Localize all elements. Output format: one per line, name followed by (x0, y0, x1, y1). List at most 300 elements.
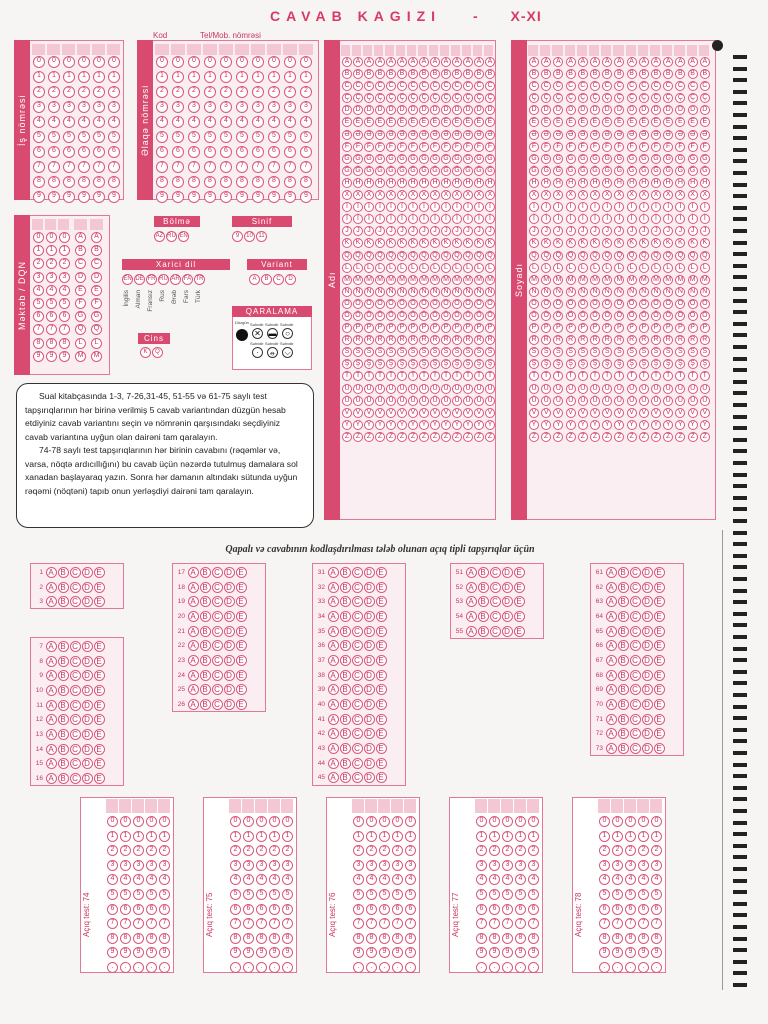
letter-bubble[interactable]: İ (463, 214, 473, 224)
digit-bubble[interactable]: 5 (284, 131, 296, 143)
letter-bubble[interactable]: Y (651, 420, 661, 430)
letter-bubble[interactable]: U (639, 384, 649, 394)
letter-bubble[interactable]: H (463, 178, 473, 188)
letter-bubble[interactable]: F (663, 142, 673, 152)
letter-bubble[interactable]: X (408, 190, 418, 200)
letter-bubble[interactable]: P (485, 323, 495, 333)
letter-bubble[interactable]: Q (590, 251, 600, 261)
letter-bubble[interactable]: K (541, 238, 551, 248)
letter-bubble[interactable]: A (353, 57, 363, 67)
digit-bubble[interactable]: 8 (366, 933, 377, 944)
digit-bubble[interactable]: 6 (612, 904, 623, 915)
answer-bubble[interactable]: A (188, 582, 199, 593)
letter-bubble[interactable]: H (578, 178, 588, 188)
entry-cell[interactable] (650, 45, 660, 56)
letter-bubble[interactable]: Ü (614, 396, 624, 406)
digit-bubble[interactable]: 9 (282, 947, 293, 958)
digit-bubble[interactable]: 8 (599, 933, 610, 944)
letter-bubble[interactable]: P (441, 323, 451, 333)
dot-bubble[interactable]: . (612, 962, 623, 973)
digit-bubble[interactable]: 8 (46, 338, 57, 349)
dot-bubble[interactable]: . (282, 962, 293, 973)
letter-bubble[interactable]: İ (364, 214, 374, 224)
letter-bubble[interactable]: D (614, 105, 624, 115)
letter-bubble[interactable]: Ğ (408, 166, 418, 176)
digit-bubble[interactable]: 3 (63, 101, 75, 113)
letter-bubble[interactable]: A (474, 57, 484, 67)
letter-bubble[interactable]: E (342, 117, 352, 127)
letter-bubble[interactable]: Y (364, 420, 374, 430)
letter-bubble[interactable]: R (397, 335, 407, 345)
letter-bubble[interactable]: Y (375, 420, 385, 430)
answer-bubble[interactable]: C (70, 714, 81, 725)
letter-bubble[interactable]: K (375, 238, 385, 248)
entry-cell[interactable] (501, 799, 513, 813)
letter-bubble[interactable]: İ (529, 214, 539, 224)
answer-bubble[interactable]: E (654, 743, 665, 754)
letter-bubble[interactable]: D (566, 105, 576, 115)
answer-bubble[interactable]: C (630, 743, 641, 754)
digit-bubble[interactable]: 0 (651, 816, 662, 827)
letter-bubble[interactable]: I (627, 202, 637, 212)
digit-bubble[interactable]: 6 (284, 146, 296, 158)
answer-bubble[interactable]: C (352, 728, 363, 739)
letter-bubble[interactable]: V (452, 408, 462, 418)
letter-bubble[interactable]: T (452, 371, 462, 381)
letter-bubble[interactable]: R (408, 335, 418, 345)
letter-bubble[interactable]: R (441, 335, 451, 345)
digit-bubble[interactable]: 9 (204, 191, 216, 203)
letter-bubble[interactable]: Ğ (578, 166, 588, 176)
answer-bubble[interactable]: B (200, 640, 211, 651)
digit-bubble[interactable]: 3 (638, 860, 649, 871)
letter-bubble[interactable]: Ü (397, 396, 407, 406)
letter-bubble[interactable]: I (463, 202, 473, 212)
answer-bubble[interactable]: C (212, 684, 223, 695)
answer-bubble[interactable]: C (212, 626, 223, 637)
letter-bubble[interactable]: M (474, 275, 484, 285)
answer-bubble[interactable]: A (46, 582, 57, 593)
letter-bubble[interactable]: Ö (688, 311, 698, 321)
answer-bubble[interactable]: E (514, 596, 525, 607)
answer-bubble[interactable]: B (618, 684, 629, 695)
letter-bubble[interactable]: Ü (419, 396, 429, 406)
letter-bubble[interactable]: A (419, 57, 429, 67)
letter-bubble[interactable]: J (541, 226, 551, 236)
letter-bubble[interactable]: İ (452, 214, 462, 224)
letter-bubble[interactable]: X (375, 190, 385, 200)
option-bubble[interactable]: RU (166, 231, 177, 242)
entry-cell[interactable] (674, 45, 684, 56)
dot-bubble[interactable]: . (256, 962, 267, 973)
letter-bubble[interactable]: Q (408, 251, 418, 261)
digit-bubble[interactable]: 1 (528, 831, 539, 842)
entry-cell[interactable] (451, 45, 460, 56)
letter-bubble[interactable]: Ə (386, 130, 396, 140)
answer-bubble[interactable]: D (364, 743, 375, 754)
answer-bubble[interactable]: B (618, 611, 629, 622)
letter-bubble[interactable]: Ö (578, 311, 588, 321)
letter-bubble[interactable]: N (397, 287, 407, 297)
letter-bubble[interactable]: M (675, 275, 685, 285)
letter-bubble[interactable]: A (663, 57, 673, 67)
letter-bubble[interactable]: C (590, 81, 600, 91)
answer-bubble[interactable]: B (618, 640, 629, 651)
letter-bubble[interactable]: R (386, 335, 396, 345)
letter-bubble[interactable]: R (578, 335, 588, 345)
letter-bubble[interactable]: M (91, 351, 102, 362)
letter-bubble[interactable]: T (578, 371, 588, 381)
digit-bubble[interactable]: 5 (108, 131, 120, 143)
answer-bubble[interactable]: D (642, 567, 653, 578)
letter-bubble[interactable]: D (91, 272, 102, 283)
letter-bubble[interactable]: U (397, 384, 407, 394)
letter-bubble[interactable]: Y (553, 420, 563, 430)
entry-cell[interactable] (514, 799, 526, 813)
letter-bubble[interactable]: C (614, 81, 624, 91)
letter-bubble[interactable]: T (485, 371, 495, 381)
letter-bubble[interactable]: Z (529, 432, 539, 442)
digit-bubble[interactable]: 1 (188, 71, 200, 83)
letter-bubble[interactable]: L (602, 263, 612, 273)
letter-bubble[interactable]: K (485, 238, 495, 248)
answer-bubble[interactable]: E (376, 596, 387, 607)
digit-bubble[interactable]: 8 (33, 176, 45, 188)
digit-bubble[interactable]: 8 (252, 176, 264, 188)
digit-bubble[interactable]: 0 (515, 816, 526, 827)
digit-bubble[interactable]: 3 (476, 860, 487, 871)
letter-bubble[interactable]: Ö (386, 311, 396, 321)
answer-bubble[interactable]: B (58, 700, 69, 711)
letter-bubble[interactable]: Z (353, 432, 363, 442)
entry-cell[interactable] (106, 799, 118, 813)
digit-bubble[interactable]: 2 (612, 845, 623, 856)
digit-bubble[interactable]: 0 (638, 816, 649, 827)
digit-bubble[interactable]: 2 (599, 845, 610, 856)
letter-bubble[interactable]: K (663, 238, 673, 248)
letter-bubble[interactable]: I (578, 202, 588, 212)
digit-bubble[interactable]: 2 (392, 845, 403, 856)
digit-bubble[interactable]: 7 (120, 918, 131, 929)
letter-bubble[interactable]: H (639, 178, 649, 188)
letter-bubble[interactable]: K (529, 238, 539, 248)
letter-bubble[interactable]: U (688, 384, 698, 394)
letter-bubble[interactable]: K (566, 238, 576, 248)
digit-bubble[interactable]: 9 (252, 191, 264, 203)
answer-bubble[interactable]: B (340, 640, 351, 651)
answer-bubble[interactable]: C (630, 596, 641, 607)
letter-bubble[interactable]: P (639, 323, 649, 333)
letter-bubble[interactable]: P (541, 323, 551, 333)
digit-bubble[interactable]: 7 (405, 918, 416, 929)
entry-cell[interactable] (374, 45, 383, 56)
letter-bubble[interactable]: İ (353, 214, 363, 224)
answer-bubble[interactable]: A (328, 567, 339, 578)
digit-bubble[interactable]: 1 (48, 71, 60, 83)
letter-bubble[interactable]: Q (419, 251, 429, 261)
letter-bubble[interactable]: Q (386, 251, 396, 261)
letter-bubble[interactable]: Y (441, 420, 451, 430)
entry-cell[interactable] (32, 44, 45, 55)
answer-bubble[interactable]: A (46, 670, 57, 681)
answer-bubble[interactable]: D (642, 728, 653, 739)
letter-bubble[interactable]: Ç (353, 93, 363, 103)
letter-bubble[interactable]: K (651, 238, 661, 248)
letter-bubble[interactable]: K (578, 238, 588, 248)
letter-bubble[interactable]: M (553, 275, 563, 285)
letter-bubble[interactable]: G (688, 154, 698, 164)
digit-bubble[interactable]: 1 (108, 71, 120, 83)
letter-bubble[interactable]: M (614, 275, 624, 285)
digit-bubble[interactable]: 7 (59, 324, 70, 335)
letter-bubble[interactable]: Ö (419, 311, 429, 321)
letter-bubble[interactable]: İ (553, 214, 563, 224)
letter-bubble[interactable]: Ç (541, 93, 551, 103)
entry-cell[interactable] (473, 45, 482, 56)
letter-bubble[interactable]: H (485, 178, 495, 188)
answer-bubble[interactable]: E (236, 596, 247, 607)
digit-bubble[interactable]: 3 (107, 860, 118, 871)
entry-cell[interactable] (527, 799, 539, 813)
digit-bubble[interactable]: 8 (159, 933, 170, 944)
letter-bubble[interactable]: Ş (408, 359, 418, 369)
answer-bubble[interactable]: D (82, 567, 93, 578)
letter-bubble[interactable]: N (529, 287, 539, 297)
digit-bubble[interactable]: 5 (156, 131, 168, 143)
digit-bubble[interactable]: 4 (33, 285, 44, 296)
digit-bubble[interactable]: 8 (93, 176, 105, 188)
digit-bubble[interactable]: 7 (612, 918, 623, 929)
answer-bubble[interactable]: D (364, 582, 375, 593)
entry-cell[interactable] (528, 45, 538, 56)
digit-bubble[interactable]: 7 (476, 918, 487, 929)
digit-bubble[interactable]: 5 (502, 889, 513, 900)
letter-bubble[interactable]: A (602, 57, 612, 67)
digit-bubble[interactable]: 6 (33, 311, 44, 322)
letter-bubble[interactable]: F (386, 142, 396, 152)
letter-bubble[interactable]: K (627, 238, 637, 248)
letter-bubble[interactable]: X (452, 190, 462, 200)
letter-bubble[interactable]: U (614, 384, 624, 394)
letter-bubble[interactable]: I (663, 202, 673, 212)
digit-bubble[interactable]: 2 (236, 86, 248, 98)
letter-bubble[interactable]: H (663, 178, 673, 188)
digit-bubble[interactable]: 3 (252, 101, 264, 113)
letter-bubble[interactable]: Ü (353, 396, 363, 406)
letter-bubble[interactable]: J (485, 226, 495, 236)
letter-bubble[interactable]: O (614, 299, 624, 309)
letter-bubble[interactable]: Z (485, 432, 495, 442)
letter-bubble[interactable]: T (408, 371, 418, 381)
letter-bubble[interactable]: R (639, 335, 649, 345)
digit-bubble[interactable]: 1 (243, 831, 254, 842)
digit-bubble[interactable]: 9 (108, 191, 120, 203)
letter-bubble[interactable]: Ğ (474, 166, 484, 176)
letter-bubble[interactable]: D (590, 105, 600, 115)
letter-bubble[interactable]: F (430, 142, 440, 152)
answer-bubble[interactable]: B (618, 596, 629, 607)
letter-bubble[interactable]: D (627, 105, 637, 115)
digit-bubble[interactable]: 8 (230, 933, 241, 944)
letter-bubble[interactable]: F (614, 142, 624, 152)
digit-bubble[interactable]: 7 (230, 918, 241, 929)
letter-bubble[interactable]: D (342, 105, 352, 115)
letter-bubble[interactable]: Y (452, 420, 462, 430)
entry-cell[interactable] (404, 799, 416, 813)
letter-bubble[interactable]: I (430, 202, 440, 212)
digit-bubble[interactable]: 3 (366, 860, 377, 871)
answer-bubble[interactable]: A (466, 626, 477, 637)
letter-bubble[interactable]: Ü (590, 396, 600, 406)
answer-bubble[interactable]: C (70, 596, 81, 607)
letter-bubble[interactable]: Z (663, 432, 673, 442)
digit-bubble[interactable]: 0 (48, 56, 60, 68)
letter-bubble[interactable]: O (485, 299, 495, 309)
letter-bubble[interactable]: D (578, 105, 588, 115)
letter-bubble[interactable]: U (375, 384, 385, 394)
letter-bubble[interactable]: Ü (578, 396, 588, 406)
letter-bubble[interactable]: H (614, 178, 624, 188)
digit-bubble[interactable]: 5 (46, 298, 57, 309)
digit-bubble[interactable]: 1 (392, 831, 403, 842)
letter-bubble[interactable]: Ğ (342, 166, 352, 176)
digit-bubble[interactable]: 1 (159, 831, 170, 842)
answer-bubble[interactable]: A (188, 699, 199, 710)
letter-bubble[interactable]: D (430, 105, 440, 115)
letter-bubble[interactable]: G (566, 154, 576, 164)
letter-bubble[interactable]: H (386, 178, 396, 188)
letter-bubble[interactable]: R (566, 335, 576, 345)
letter-bubble[interactable]: D (675, 105, 685, 115)
dot-bubble[interactable]: . (515, 962, 526, 973)
letter-bubble[interactable]: G (342, 154, 352, 164)
letter-bubble[interactable]: A (566, 57, 576, 67)
answer-bubble[interactable]: A (328, 611, 339, 622)
digit-bubble[interactable]: 1 (220, 71, 232, 83)
letter-bubble[interactable]: K (452, 238, 462, 248)
letter-bubble[interactable]: O (663, 299, 673, 309)
letter-bubble[interactable]: Ə (529, 130, 539, 140)
answer-bubble[interactable]: B (200, 596, 211, 607)
digit-bubble[interactable]: 6 (638, 904, 649, 915)
digit-bubble[interactable]: 6 (489, 904, 500, 915)
answer-bubble[interactable]: D (224, 640, 235, 651)
letter-bubble[interactable]: C (566, 81, 576, 91)
letter-bubble[interactable]: P (430, 323, 440, 333)
letter-bubble[interactable]: B (651, 69, 661, 79)
digit-bubble[interactable]: 0 (353, 816, 364, 827)
letter-bubble[interactable]: Ğ (553, 166, 563, 176)
answer-bubble[interactable]: C (630, 640, 641, 651)
letter-bubble[interactable]: D (663, 105, 673, 115)
digit-bubble[interactable]: 3 (379, 860, 390, 871)
letter-bubble[interactable]: X (578, 190, 588, 200)
letter-bubble[interactable]: A (342, 57, 352, 67)
letter-bubble[interactable]: Ö (397, 311, 407, 321)
letter-bubble[interactable]: E (529, 117, 539, 127)
letter-bubble[interactable]: F (463, 142, 473, 152)
letter-bubble[interactable]: I (675, 202, 685, 212)
letter-bubble[interactable]: Ü (529, 396, 539, 406)
digit-bubble[interactable]: 7 (108, 161, 120, 173)
answer-bubble[interactable]: B (618, 714, 629, 725)
letter-bubble[interactable]: B (485, 69, 495, 79)
letter-bubble[interactable]: Ü (342, 396, 352, 406)
answer-bubble[interactable]: C (352, 670, 363, 681)
answer-bubble[interactable]: B (340, 772, 351, 783)
letter-bubble[interactable]: Q (614, 251, 624, 261)
answer-bubble[interactable]: D (364, 655, 375, 666)
entry-cell[interactable] (352, 799, 364, 813)
letter-bubble[interactable]: A (578, 57, 588, 67)
digit-bubble[interactable]: 7 (220, 161, 232, 173)
letter-bubble[interactable]: Ə (485, 130, 495, 140)
entry-cell[interactable] (107, 44, 120, 55)
letter-bubble[interactable]: Ö (651, 311, 661, 321)
letter-bubble[interactable]: V (541, 408, 551, 418)
digit-bubble[interactable]: 1 (146, 831, 157, 842)
digit-bubble[interactable]: 5 (107, 889, 118, 900)
letter-bubble[interactable]: E (627, 117, 637, 127)
letter-bubble[interactable]: O (639, 299, 649, 309)
letter-bubble[interactable]: I (485, 202, 495, 212)
letter-bubble[interactable]: Q (75, 324, 86, 335)
letter-bubble[interactable]: R (614, 335, 624, 345)
letter-bubble[interactable]: N (541, 287, 551, 297)
letter-bubble[interactable]: E (364, 117, 374, 127)
answer-bubble[interactable]: C (490, 582, 501, 593)
digit-bubble[interactable]: 7 (284, 161, 296, 173)
digit-bubble[interactable]: 7 (268, 161, 280, 173)
letter-bubble[interactable]: L (452, 263, 462, 273)
letter-bubble[interactable]: C (441, 81, 451, 91)
letter-bubble[interactable]: S (590, 347, 600, 357)
digit-bubble[interactable]: 5 (476, 889, 487, 900)
letter-bubble[interactable]: R (474, 335, 484, 345)
letter-bubble[interactable]: O (651, 299, 661, 309)
letter-bubble[interactable]: C (602, 81, 612, 91)
entry-cell[interactable] (119, 799, 131, 813)
answer-bubble[interactable]: A (188, 567, 199, 578)
letter-bubble[interactable]: O (602, 299, 612, 309)
letter-bubble[interactable]: E (353, 117, 363, 127)
letter-bubble[interactable]: G (639, 154, 649, 164)
letter-bubble[interactable]: C (463, 81, 473, 91)
letter-bubble[interactable]: U (651, 384, 661, 394)
digit-bubble[interactable]: 7 (33, 161, 45, 173)
letter-bubble[interactable]: İ (614, 214, 624, 224)
letter-bubble[interactable]: İ (651, 214, 661, 224)
letter-bubble[interactable]: K (614, 238, 624, 248)
digit-bubble[interactable]: 8 (172, 176, 184, 188)
letter-bubble[interactable]: V (663, 408, 673, 418)
letter-bubble[interactable]: T (700, 371, 710, 381)
letter-bubble[interactable]: E (75, 285, 86, 296)
letter-bubble[interactable]: C (353, 81, 363, 91)
letter-bubble[interactable]: C (452, 81, 462, 91)
letter-bubble[interactable]: Y (566, 420, 576, 430)
answer-bubble[interactable]: D (224, 655, 235, 666)
entry-cell[interactable] (352, 45, 361, 56)
letter-bubble[interactable]: B (602, 69, 612, 79)
letter-bubble[interactable]: I (566, 202, 576, 212)
entry-cell[interactable] (577, 45, 587, 56)
digit-bubble[interactable]: 9 (230, 947, 241, 958)
letter-bubble[interactable]: V (688, 408, 698, 418)
letter-bubble[interactable]: C (485, 81, 495, 91)
digit-bubble[interactable]: 7 (282, 918, 293, 929)
digit-bubble[interactable]: 5 (230, 889, 241, 900)
